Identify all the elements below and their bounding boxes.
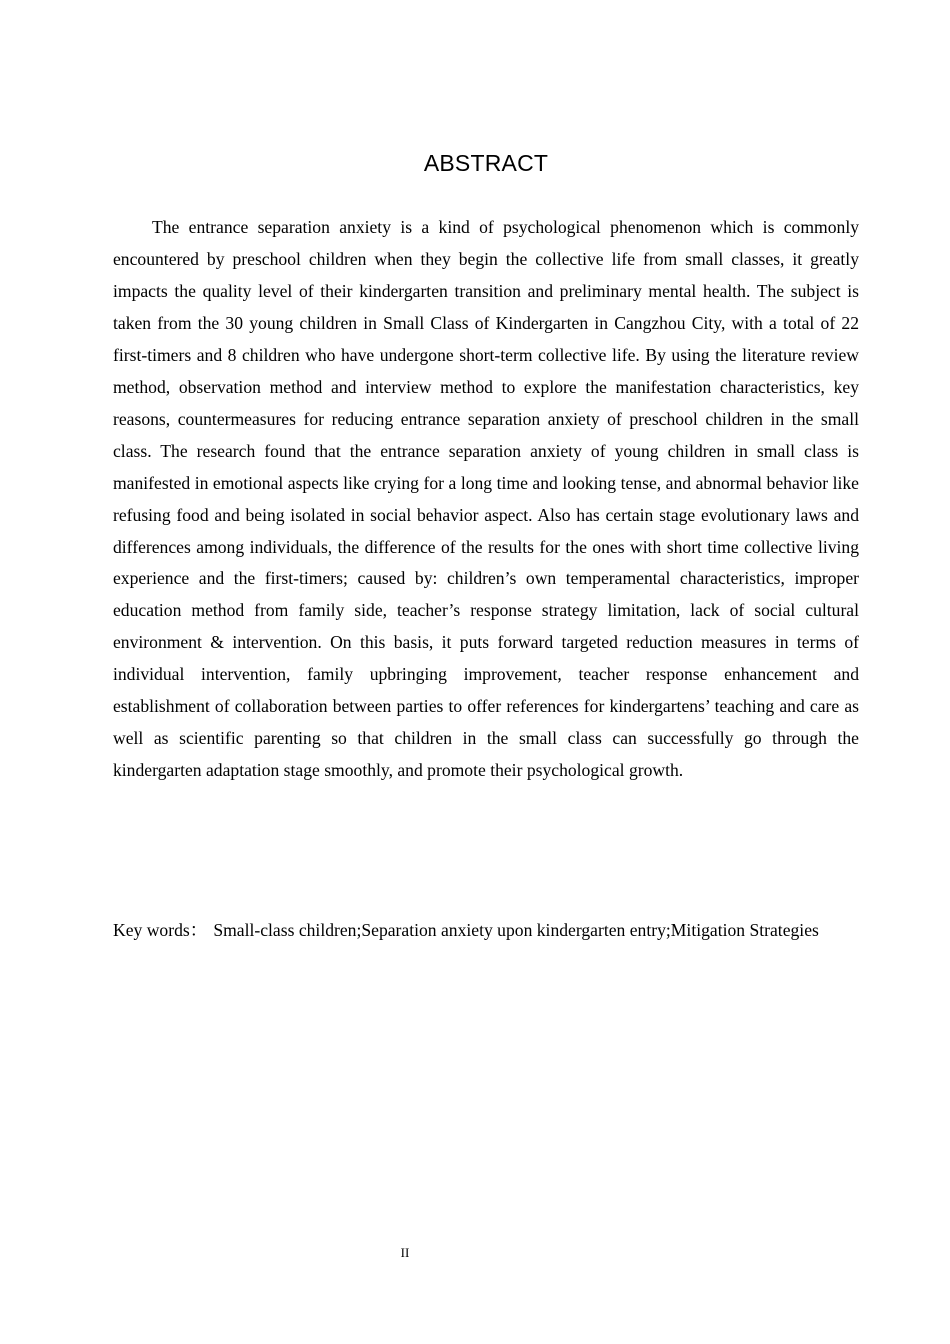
- keywords-paragraph: [113, 915, 859, 947]
- abstract-title: ABSTRACT: [423, 150, 549, 176]
- keywords-text: Small-class children;Separation anxiety upon kindergarten entry;Mitigation Strategies: [213, 920, 819, 940]
- page-number: II: [400, 1245, 410, 1260]
- abstract-body: The entrance separation anxiety is a kind of psychological phenomenon which is commonly encountered by preschool children when they begin the collective life from small classes, it greatly impacts the quality level of their kindergarten transition and preliminary mental health. The subject is taken from the 30 young children in Small Class of Kindergarten in Cangzhou City, with a total of 22 first-timers and 8 children who have undergone short-term collective life. By using the literature review method, observation method and interview method to explore the manifestation characteristics, key reasons, countermeasures for reducing entrance separation anxiety of preschool children in the small class. The research found that the entrance separation anxiety of young children in small class is manifested in emotional aspects like crying for a long time and looking tense, and abnormal behavior like refusing food and being isolated in social behavior aspect. Also has certain stage evolutionary laws and differences among individuals, the difference of the results for the ones with short time collective living experience and the first-timers; caused by: children’s own temperamental characteristics, improper education method from family side, teacher’s response strategy limitation, lack of social cultural environment & intervention. On this basis, it puts forward targeted reduction measures in terms of individual intervention, family upbringing improvement, teacher response enhancement and establishment of collaboration between parties to offer references for kindergartens’ teaching and care as well as scientific parenting so that children in the small class can successfully go through the kindergarten adaptation stage smoothly, and promote their psychological growth.: [113, 217, 859, 781]
- keywords-label: Key words：: [113, 920, 208, 940]
